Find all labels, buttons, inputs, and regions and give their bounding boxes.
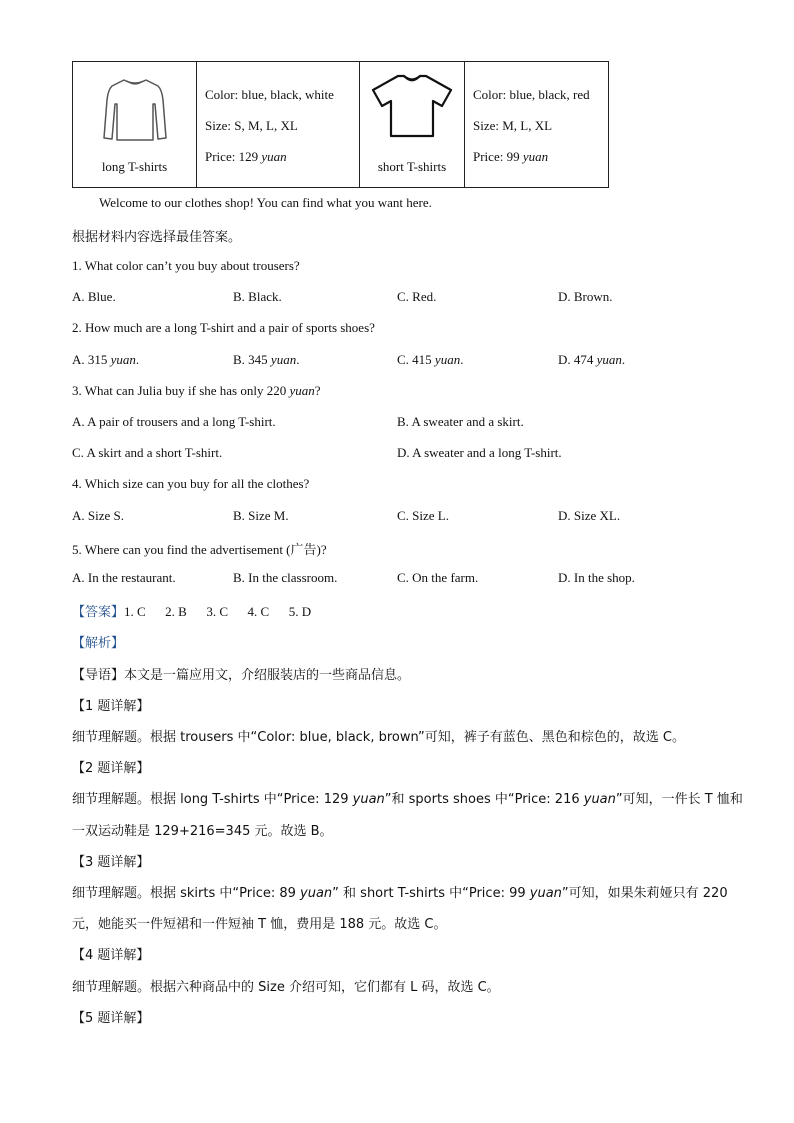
q4-stem: 4. Which size can you buy for all the clothes? — [72, 476, 310, 491]
q3-option-c: C. A skirt and a short T-shirt. — [72, 445, 223, 460]
detail-2-title: 【2 题详解】 — [72, 761, 150, 776]
short-tshirt-cell — [360, 62, 465, 188]
detail-4-title: 【4 题详解】 — [72, 948, 150, 963]
q4-option-b: B. Size M. — [233, 508, 289, 523]
q5-option-a: A. In the restaurant. — [72, 570, 176, 585]
short-sleeve-shirt-icon — [370, 72, 454, 140]
short-tshirt-caption: short T-shirts — [377, 159, 447, 174]
answer-list: 1. C 2. B 3. C 4. C 5. D — [124, 604, 312, 619]
long-tshirt-info — [197, 62, 360, 188]
guide-line — [72, 664, 410, 683]
q3-option-a: A. A pair of trousers and a long T-shirt. — [72, 414, 276, 429]
short-tshirt-size: Size: M, L, XL — [473, 118, 553, 133]
q1-option-b: B. Black. — [233, 289, 282, 304]
detail-2-line2: 一双运动鞋是 129+216=345 元。故选 B。 — [72, 824, 333, 839]
short-tshirt-info — [465, 62, 609, 188]
q3-stem: 3. What can Julia buy if she has only 220 yuan? — [72, 383, 321, 398]
q1-option-a: A. Blue. — [72, 289, 116, 304]
analysis-heading: 【解析】 — [72, 636, 125, 651]
long-tshirt-cell — [73, 62, 197, 188]
q1-option-c: C. Red. — [397, 289, 437, 304]
q1-option-d: D. Brown. — [558, 289, 613, 304]
long-sleeve-shirt-icon — [100, 74, 170, 144]
short-tshirt-price: Price: 99 yuan — [473, 149, 549, 164]
q3-option-d: D. A sweater and a long T-shirt. — [397, 445, 562, 460]
detail-3-title: 【3 题详解】 — [72, 855, 150, 870]
q5-stem: 5. Where can you find the advertisement (广告)? — [72, 542, 327, 557]
q5-option-d: D. In the shop. — [558, 570, 635, 585]
long-tshirt-color: Color: blue, black, white — [205, 87, 334, 102]
q2-stem: 2. How much are a long T-shirt and a pair of sports shoes? — [72, 320, 375, 335]
q1-stem: 1. What color can’t you buy about trousers? — [72, 258, 300, 273]
product-table — [72, 61, 609, 188]
q4-option-d: D. Size XL. — [558, 508, 621, 523]
welcome-text: Welcome to our clothes shop! You can find what you want here. — [99, 195, 432, 210]
guide-tag: 【导语】 — [72, 668, 125, 683]
q2-option-c: C. 415 yuan. — [397, 352, 464, 367]
long-tshirt-caption: long T-shirts — [101, 159, 168, 174]
answer-line — [72, 601, 311, 620]
detail-5-title: 【5 题详解】 — [72, 1011, 150, 1026]
answer-tag: 【答案】 — [72, 605, 125, 620]
long-tshirt-size: Size: S, M, L, XL — [205, 118, 298, 133]
detail-3-line2: 元，她能买一件短裙和一件短袖 T 恤，费用是 188 元。故选 C。 — [72, 917, 447, 932]
detail-1-title: 【1 题详解】 — [72, 699, 150, 714]
q5-option-b: B. In the classroom. — [233, 570, 338, 585]
detail-4-text: 细节理解题。根据六种商品中的 Size 介绍可知，它们都有 L 码，故选 C。 — [72, 980, 500, 995]
long-tshirt-price: Price: 129 yuan — [205, 149, 287, 164]
q4-option-a: A. Size S. — [72, 508, 124, 523]
q3-option-b: B. A sweater and a skirt. — [397, 414, 524, 429]
q5-option-c: C. On the farm. — [397, 570, 479, 585]
q4-option-c: C. Size L. — [397, 508, 449, 523]
q2-option-a: A. 315 yuan. — [72, 352, 140, 367]
detail-2-line1: 细节理解题。根据 long T-shirts 中“Price: 129 yuan”和 sports shoes 中“Price: 216 yuan”可知，一件长 T 恤和 — [72, 792, 743, 807]
instruction-text: 根据材料内容选择最佳答案。 — [72, 230, 242, 245]
q2-option-d: D. 474 yuan. — [558, 352, 626, 367]
short-tshirt-color: Color: blue, black, red — [473, 87, 590, 102]
guide-text: 本文是一篇应用文，介绍服装店的一些商品信息。 — [124, 668, 411, 683]
detail-3-line1: 细节理解题。根据 skirts 中“Price: 89 yuan” 和 short T-shirts 中“Price: 99 yuan”可知，如果朱莉娅只有 220 — [72, 886, 728, 901]
detail-1-text: 细节理解题。根据 trousers 中“Color: blue, black, brown”可知，裤子有蓝色、黑色和棕色的，故选 C。 — [72, 730, 685, 745]
q2-option-b: B. 345 yuan. — [233, 352, 300, 367]
